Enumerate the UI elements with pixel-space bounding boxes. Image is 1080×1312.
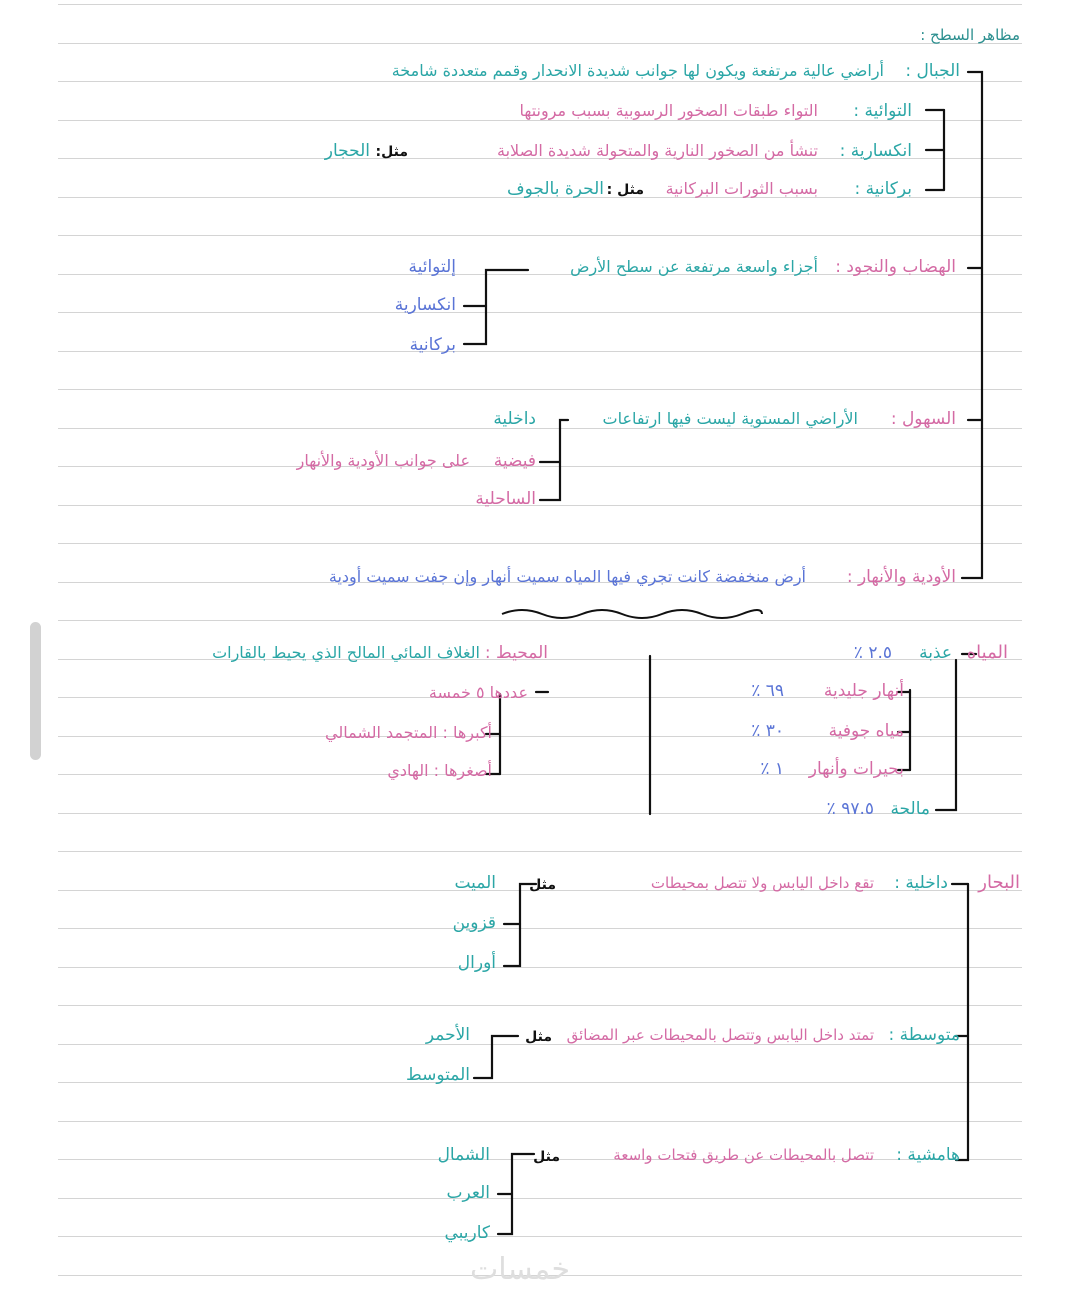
plain-type: الساحلية — [475, 489, 536, 509]
ocean-largest: أكبرها : المتجمد الشمالي — [325, 723, 492, 742]
fresh-water-label: عذبة — [919, 643, 952, 663]
plains-definition: الأراضي المستوية ليست فيها ارتفاعات — [602, 409, 858, 428]
fresh-part-value: ١ ٪ — [760, 759, 784, 779]
sea-type-desc: تتصل بالمحيطات عن طريق فتحات واسعة — [613, 1146, 874, 1164]
plateaus-definition: أجزاء واسعة مرتفعة عن سطح الأرض — [570, 257, 818, 276]
sea-type-name: متوسطة : — [888, 1025, 960, 1045]
sea-example: أورال — [457, 953, 496, 973]
page-title: مظاهر السطح : — [920, 26, 1020, 44]
mountain-type-desc: تنشأ من الصخور النارية والمتحولة شديدة الصلابة — [497, 141, 818, 160]
section-divider-squiggle — [502, 610, 762, 618]
mountain-example: الحرة بالجوف — [506, 179, 604, 199]
plain-type: فيضية — [493, 451, 536, 471]
sea-example: الأحمر — [425, 1025, 470, 1045]
plateaus-term: الهضاب والنجود : — [835, 257, 956, 277]
ocean-smallest: أصغرها : الهادي — [387, 761, 492, 780]
example-label: مثل — [529, 877, 556, 893]
plain-note: على جوانب الأودية والأنهار — [296, 451, 470, 470]
fresh-part-label: مياه جوفية — [828, 721, 904, 741]
ocean-term: المحيط : — [484, 643, 548, 663]
example-label: مثل — [525, 1029, 552, 1045]
valleys-term: الأودية والأنهار : — [846, 567, 956, 587]
fresh-part-value: ٦٩ ٪ — [751, 681, 784, 701]
example-label: مثل : — [606, 182, 644, 198]
mountain-type-desc: بسبب الثورات البركانية — [665, 179, 818, 198]
mountain-example: الحجار — [324, 141, 370, 161]
salt-water-label: مالحة — [890, 799, 930, 819]
mountain-type-name: انكسارية : — [839, 141, 912, 161]
sea-type-desc: تقع داخل اليابس ولا تتصل بمحيطات — [650, 874, 874, 892]
mountain-type-name: بركانية : — [854, 179, 912, 199]
plain-type: داخلية — [493, 409, 536, 429]
fresh-water-value: ٢.٥ ٪ — [853, 643, 892, 663]
salt-water-value: ٩٧.٥ ٪ — [826, 799, 874, 819]
sea-example: الشمال — [437, 1145, 490, 1165]
sea-example: الميت — [454, 873, 496, 893]
plateau-type: بركانية — [409, 335, 456, 355]
fresh-part-value: ٣٠ ٪ — [751, 721, 784, 741]
valleys-definition: أرض منخفضة كانت تجري فيها المياه سميت أنهار وإن جفت سميت أودية — [328, 567, 806, 586]
fresh-part-label: أنهار جليدية — [823, 681, 904, 701]
mountains-term: الجبال : — [905, 61, 960, 81]
example-label: مثل: — [375, 144, 408, 160]
plains-term: السهول : — [890, 409, 956, 429]
mountain-type-desc: التواء طبقات الصخور الرسوبية بسبب مرونتها — [519, 101, 818, 120]
sea-example: كاريبي — [444, 1223, 490, 1243]
fresh-part-label: بحيرات وأنهار — [808, 759, 904, 779]
ocean-definition: الغلاف المائي المالح الذي يحيط بالقارات — [212, 643, 480, 662]
sea-type-name: هامشية : — [896, 1145, 960, 1165]
sea-example: قزوين — [452, 913, 496, 933]
watermark-logo: خمسات — [470, 1252, 571, 1287]
example-label: مثل — [533, 1149, 560, 1165]
plateau-type: انكسارية — [394, 295, 456, 315]
mountains-definition: أراضي عالية مرتفعة ويكون لها جوانب شديدة الانحدار وقمم متعددة شامخة — [391, 61, 884, 80]
sea-example: المتوسط — [405, 1065, 470, 1085]
seas-term: البحار — [978, 872, 1020, 893]
sea-example: العرب — [446, 1183, 490, 1203]
sea-type-name: داخلية : — [894, 873, 948, 893]
ocean-count: عددها ٥ خمسة — [428, 683, 528, 702]
plateau-type: إلتوائية — [408, 257, 456, 277]
water-term: المياه — [966, 642, 1008, 663]
mountain-type-name: التوائية : — [853, 101, 912, 121]
sea-type-desc: تمتد داخل اليابس وتتصل بالمحيطات عبر المضائق — [566, 1026, 874, 1044]
